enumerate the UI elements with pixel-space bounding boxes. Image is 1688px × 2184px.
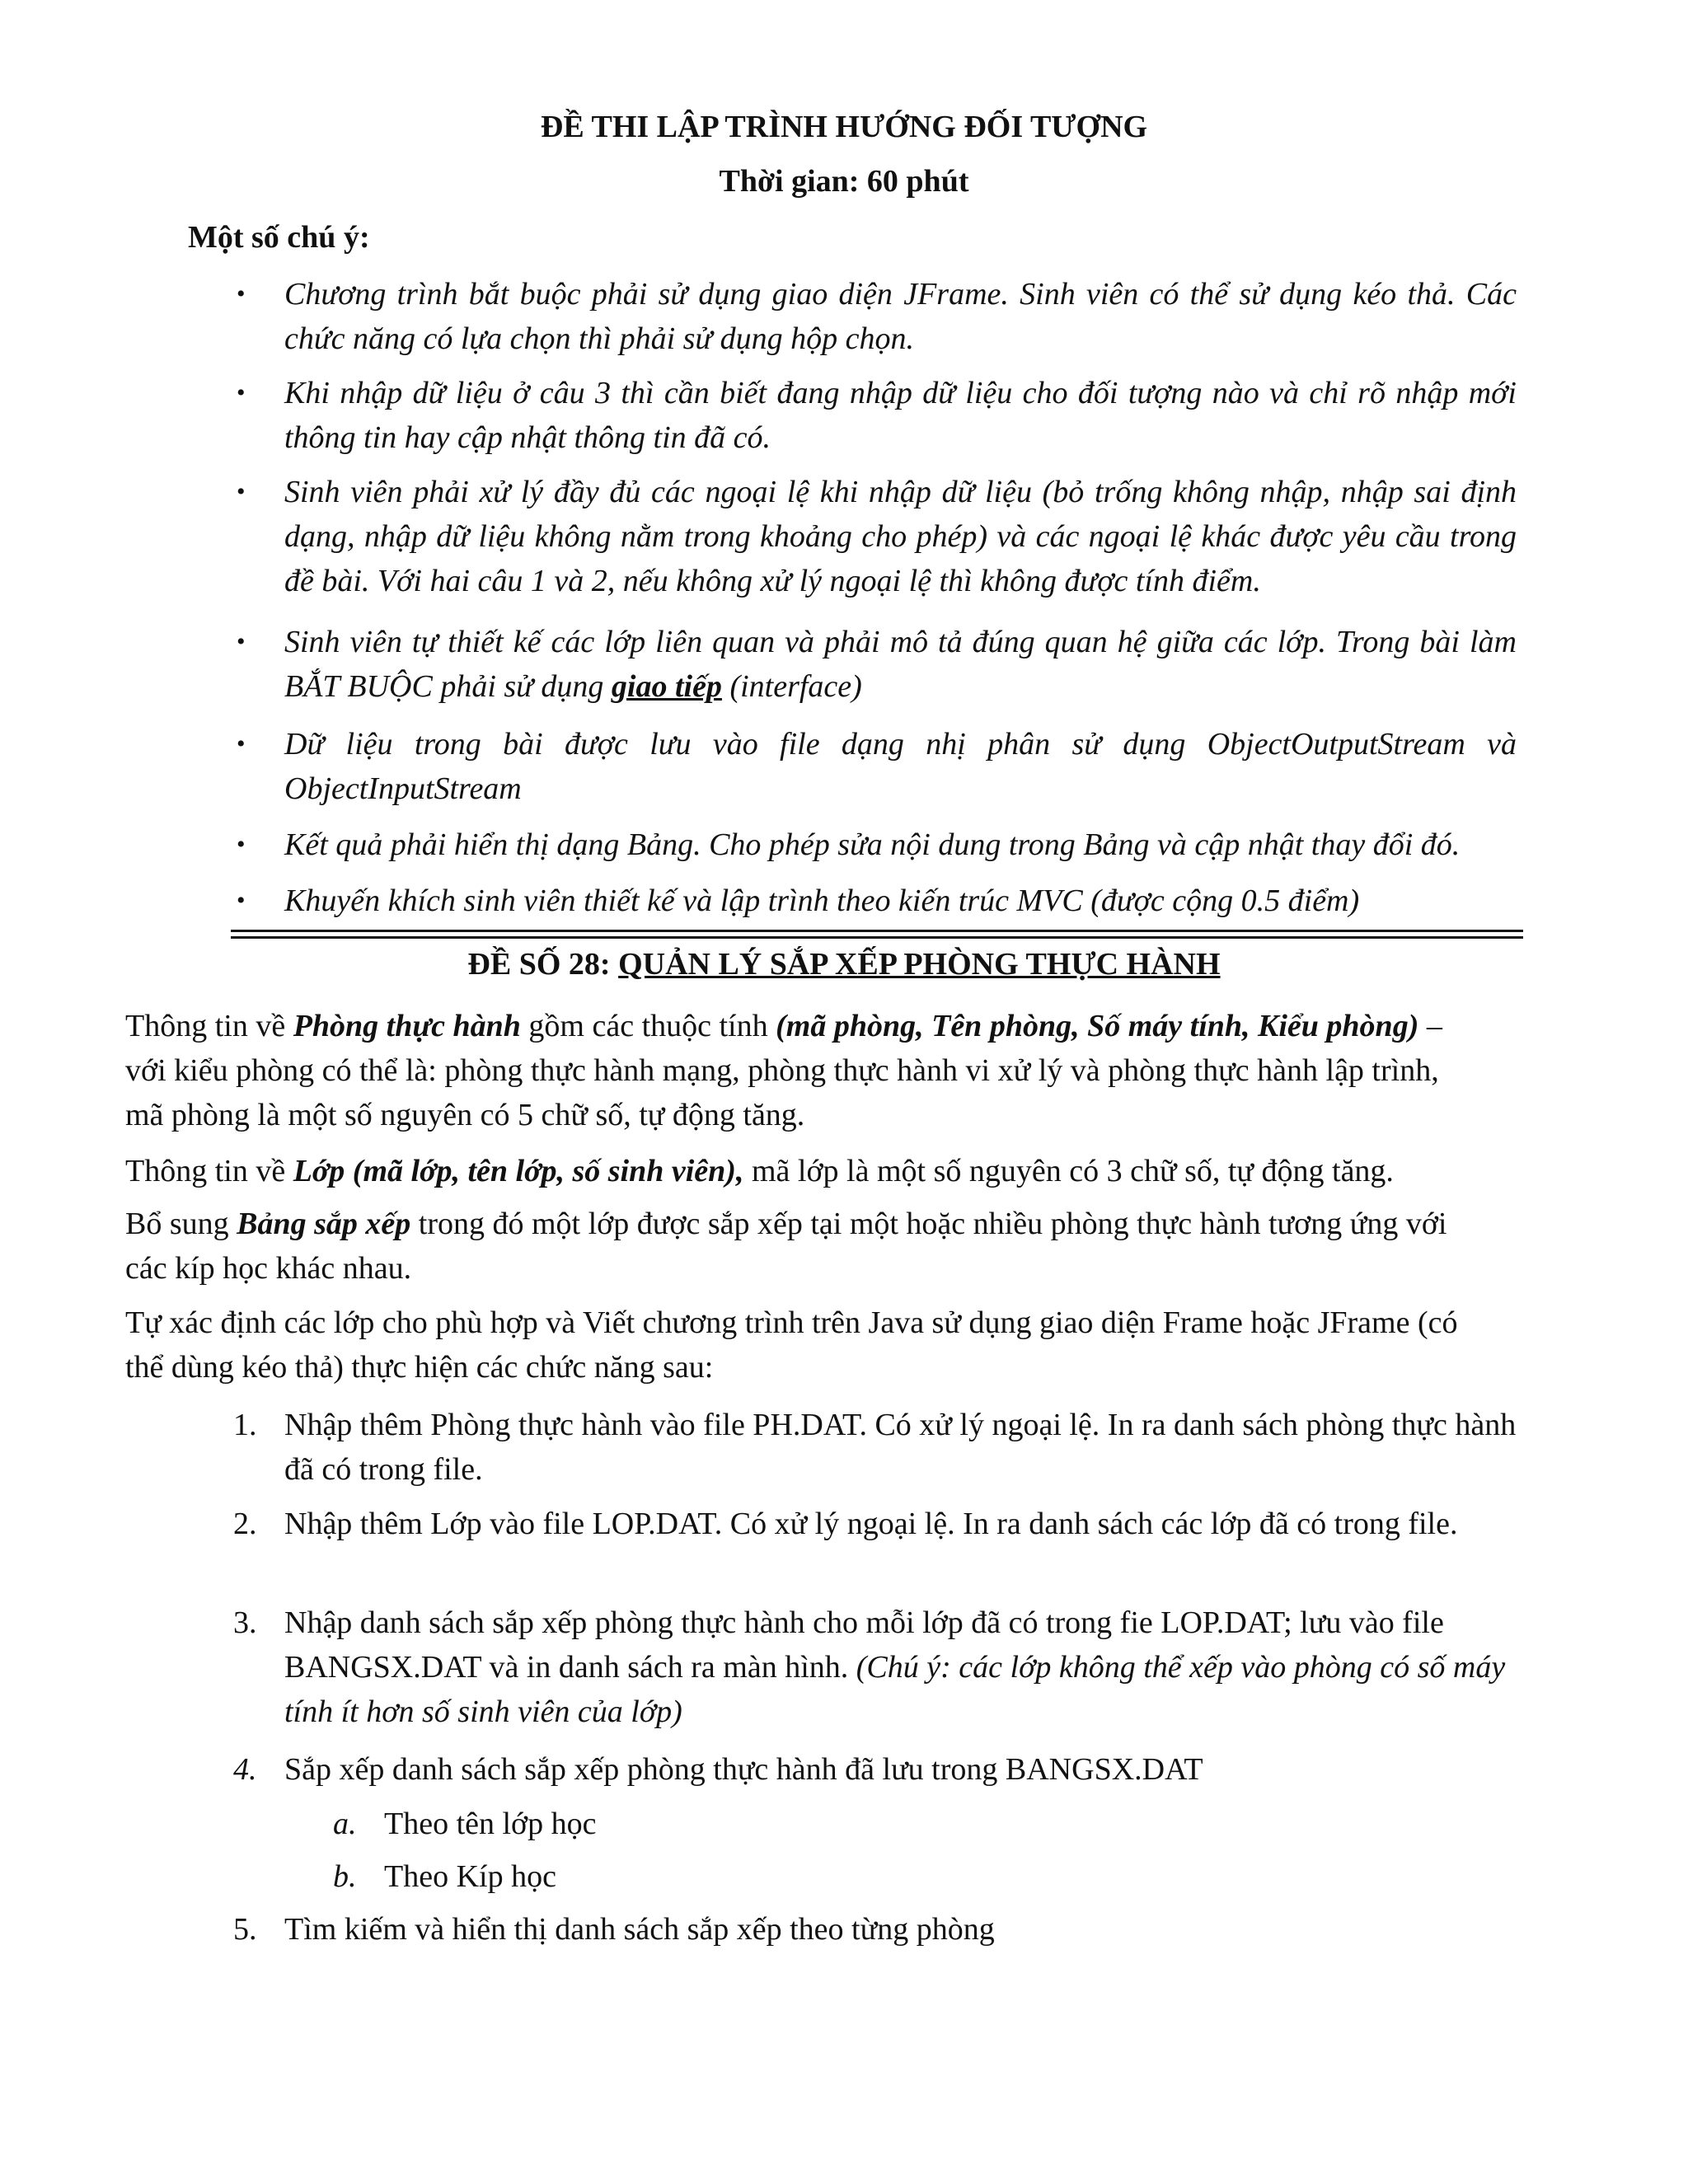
subtask-text: Theo Kíp học xyxy=(384,1859,556,1894)
exam-heading xyxy=(0,946,1688,982)
text: – với kiểu phòng có thể là: phòng thực hành mạng, phòng thực hành vi xử lý và phòng thực hành lập trình, mã phòng là một số nguyên có 5 chữ số, tự động tăng. xyxy=(125,1009,1442,1132)
task-number: 3. xyxy=(233,1605,257,1640)
bullet-icon: • xyxy=(237,478,246,505)
task-item xyxy=(233,1403,1521,1492)
subtask-letter: a. xyxy=(333,1807,357,1841)
note-text: Kết quả phải hiển thị dạng Bảng. Cho phép sửa nội dung trong Bảng và cập nhật thay đổi đó. xyxy=(284,827,1461,862)
exam-topic: QUẢN LÝ SẮP XẾP PHÒNG THỰC HÀNH xyxy=(618,947,1221,982)
requirements-intro: Tự xác định các lớp cho phù hợp và Viết chương trình trên Java sử dụng giao diện Frame hoặc JFrame (có thể dùng kéo thả) thực hiện các chức năng sau: xyxy=(125,1305,1458,1385)
task-item xyxy=(233,1907,1521,1952)
text: Bổ sung xyxy=(125,1207,237,1241)
note-item xyxy=(237,272,1517,361)
task-text: Sắp xếp danh sách sắp xếp phòng thực hành đã lưu trong BANGSX.DAT xyxy=(284,1752,1203,1787)
note-item xyxy=(237,371,1517,460)
text: Phòng thực hành xyxy=(293,1009,521,1043)
task-item xyxy=(233,1601,1521,1734)
task-number: 1. xyxy=(233,1408,257,1442)
task-text: Nhập thêm Lớp vào file LOP.DAT. Có xử lý ngoại lệ. In ra danh sách các lớp đã có trong file. xyxy=(284,1507,1458,1541)
lab-room-info xyxy=(125,1004,1477,1137)
note-text: Sinh viên tự thiết kế các lớp liên quan và phải mô tả đúng quan hệ giữa các lớp. Trong bài làm BẮT BUỘC phải sử dụng xyxy=(284,625,1517,704)
note-text: Khuyến khích sinh viên thiết kế và lập trình theo kiến trúc MVC (được cộng 0.5 điểm) xyxy=(284,883,1360,918)
note-item xyxy=(237,879,1517,923)
task-item xyxy=(233,1502,1521,1546)
class-info xyxy=(125,1149,1526,1193)
text: gồm các thuộc tính xyxy=(520,1009,776,1043)
interface-keyword: giao tiếp xyxy=(611,669,722,704)
divider-line xyxy=(231,930,1523,932)
bullet-icon: • xyxy=(237,730,246,757)
task-text: Nhập danh sách sắp xếp phòng thực hành cho mỗi lớp đã có trong fie LOP.DAT; lưu vào file BANGSX.DAT và in danh sách ra màn hình. xyxy=(284,1605,1444,1685)
schedule-info xyxy=(125,1202,1477,1291)
text: Thông tin về xyxy=(125,1009,293,1043)
notes-heading: Một số chú ý: xyxy=(188,220,370,255)
exam-number: ĐỀ SỐ 28: xyxy=(467,947,619,982)
text: Lớp (mã lớp, tên lớp, số sinh viên), xyxy=(293,1154,744,1188)
note-text: (interface) xyxy=(721,669,862,704)
exam-time: Thời gian: 60 phút xyxy=(719,164,969,199)
subtask-letter: b. xyxy=(333,1859,357,1894)
text: (mã phòng, Tên phòng, Số máy tính, Kiểu phòng) xyxy=(776,1009,1419,1043)
subtask-item xyxy=(333,1802,597,1846)
task-note: (Chú ý: các lớp không thể xếp vào phòng có số máy tính ít hơn số sinh viên của lớp) xyxy=(284,1650,1506,1729)
bullet-icon: • xyxy=(237,887,246,914)
bullet-icon: • xyxy=(237,831,246,858)
task-text: Tìm kiếm và hiển thị danh sách sắp xếp theo từng phòng xyxy=(284,1912,995,1947)
bullet-icon: • xyxy=(237,628,246,655)
exam-title: ĐỀ THI LẬP TRÌNH HƯỚNG ĐỐI TƯỢNG xyxy=(540,110,1148,144)
bullet-icon: • xyxy=(237,379,246,406)
subtask-text: Theo tên lớp học xyxy=(384,1807,597,1841)
text: Thông tin về xyxy=(125,1154,293,1188)
note-item xyxy=(237,620,1517,709)
task-item xyxy=(233,1747,1521,1792)
note-text: Chương trình bắt buộc phải sử dụng giao diện JFrame. Sinh viên có thể sử dụng kéo thả. Các chức năng có lựa chọn thì phải sử dụng hộp chọn. xyxy=(284,277,1517,356)
note-text: Sinh viên phải xử lý đầy đủ các ngoại lệ khi nhập dữ liệu (bỏ trống không nhập, nhập sai định dạng, nhập dữ liệu không nằm trong khoảng cho phép) và các ngoại lệ khác được yêu cầu trong đề bài. Với hai câu 1 và 2, nếu không xử lý ngoại lệ thì không được tính điểm. xyxy=(284,475,1517,598)
note-item xyxy=(237,823,1570,867)
subtask-item xyxy=(333,1854,556,1899)
text: Bảng sắp xếp xyxy=(237,1207,411,1241)
bullet-icon: • xyxy=(237,280,246,307)
text: mã lớp là một số nguyên có 3 chữ số, tự động tăng. xyxy=(743,1154,1394,1188)
text: trong đó một lớp được sắp xếp tại một hoặc nhiều phòng thực hành tương ứng với các kíp học khác nhau. xyxy=(125,1207,1447,1286)
task-number: 2. xyxy=(233,1507,257,1541)
divider-line xyxy=(231,936,1523,939)
note-item xyxy=(237,470,1517,603)
note-text: Dữ liệu trong bài được lưu vào file dạng nhị phân sử dụng ObjectOutputStream và ObjectInputStream xyxy=(284,727,1517,806)
task-text: Nhập thêm Phòng thực hành vào file PH.DAT. Có xử lý ngoại lệ. In ra danh sách phòng thực hành đã có trong file. xyxy=(284,1408,1517,1487)
task-number: 4. xyxy=(233,1752,257,1787)
note-item xyxy=(237,722,1517,811)
note-text: Khi nhập dữ liệu ở câu 3 thì cần biết đang nhập dữ liệu cho đối tượng nào và chỉ rõ nhập mới thông tin hay cập nhật thông tin đã có. xyxy=(284,376,1517,455)
task-number: 5. xyxy=(233,1912,257,1947)
